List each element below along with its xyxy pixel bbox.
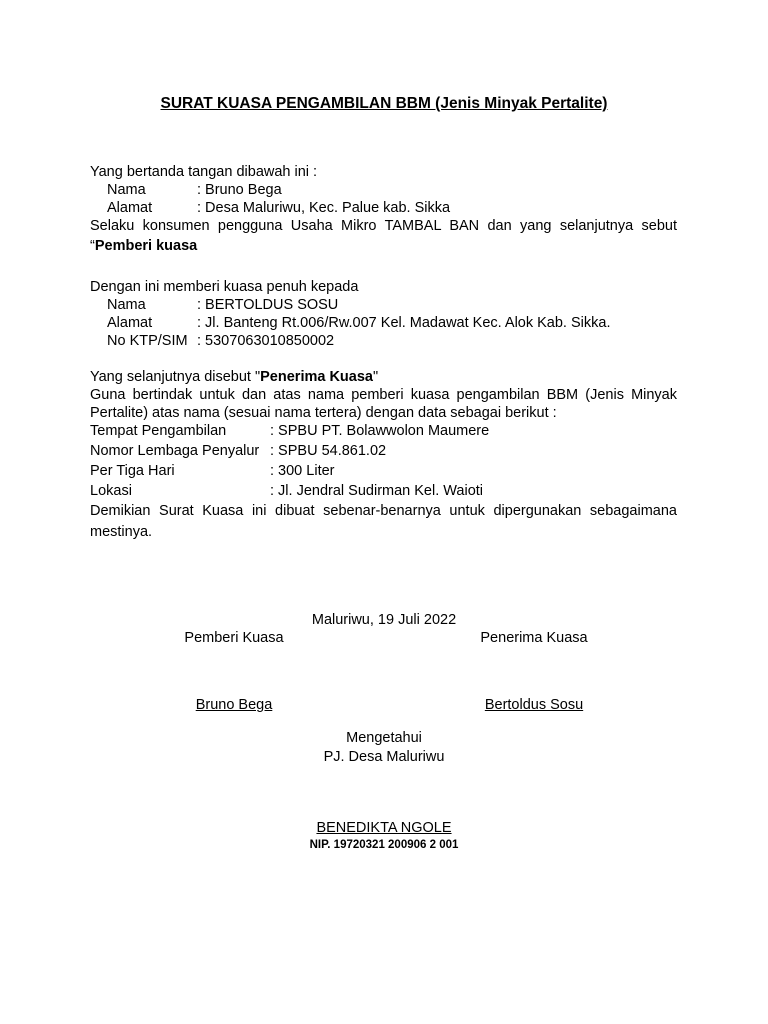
details-section xyxy=(90,368,677,541)
selanjutnya-suffix: " xyxy=(372,369,379,385)
sign-right-title: Penerima Kuasa xyxy=(480,630,588,646)
pemberi-alamat-label: Alamat xyxy=(107,200,153,216)
sign-right-name: Bertoldus Sosu xyxy=(484,697,584,713)
penerima-nama-row xyxy=(90,296,677,314)
selaku-line: Selaku konsumen pengguna Usaha Mikro TAMBAL BAN dan yang selanjutnya sebut xyxy=(90,218,677,234)
penerima-nama-label: Nama xyxy=(107,297,146,313)
penerima-ktp-value: : 5307063010850002 xyxy=(197,333,335,349)
detail-row xyxy=(90,422,677,442)
pemberi-kuasa-line xyxy=(90,237,677,255)
demikian-line-1: Demikian Surat Kuasa ini dibuat sebenar-benarnya untuk dipergunakan sebagaimana xyxy=(90,503,677,519)
detail-value: : 300 Liter xyxy=(270,463,335,479)
pemberi-kuasa-label: Pemberi kuasa xyxy=(94,238,198,254)
dengan-line: Dengan ini memberi kuasa penuh kepada xyxy=(90,279,359,295)
detail-row xyxy=(90,442,677,462)
sign-left-title: Pemberi Kuasa xyxy=(184,630,284,646)
penerima-alamat-row xyxy=(90,314,677,332)
detail-label: Tempat Pengambilan xyxy=(90,423,227,439)
detail-value: : Jl. Jendral Sudirman Kel. Waioti xyxy=(270,483,484,499)
pemberi-section xyxy=(90,163,677,255)
official-name: BENEDIKTA NGOLE xyxy=(316,820,452,836)
pemberi-nama-row xyxy=(90,181,677,199)
detail-value: : SPBU PT. Bolawwolon Maumere xyxy=(270,423,490,439)
pemberi-alamat-value: : Desa Maluriwu, Kec. Palue kab. Sikka xyxy=(197,200,451,216)
pemberi-alamat-row xyxy=(90,199,677,217)
pemberi-nama-value: : Bruno Bega xyxy=(197,182,282,198)
document-title: SURAT KUASA PENGAMBILAN BBM (Jenis Minyak Pertalite) xyxy=(160,95,608,112)
pj-title: PJ. Desa Maluriwu xyxy=(323,749,445,765)
nip-number: NIP. 19720321 200906 2 001 xyxy=(309,839,459,851)
penerima-ktp-row xyxy=(90,332,677,350)
demikian-line-2: mestinya. xyxy=(90,524,153,540)
selanjutnya-line xyxy=(90,368,677,386)
open-quote: “ xyxy=(90,238,95,254)
selanjutnya-prefix: Yang selanjutnya disebut " xyxy=(90,369,261,385)
penerima-ktp-label: No KTP/SIM xyxy=(107,333,188,349)
detail-row xyxy=(90,462,677,482)
penerima-nama-value: : BERTOLDUS SOSU xyxy=(197,297,339,313)
mengetahui-label: Mengetahui xyxy=(346,730,422,746)
sign-left-name: Bruno Bega xyxy=(195,697,273,713)
detail-label: Per Tiga Hari xyxy=(90,463,175,479)
detail-value: : SPBU 54.861.02 xyxy=(270,443,387,459)
place-date: Maluriwu, 19 Juli 2022 xyxy=(311,612,457,628)
detail-row xyxy=(90,482,677,502)
penerima-alamat-label: Alamat xyxy=(107,315,153,331)
detail-label: Nomor Lembaga Penyalur xyxy=(90,443,260,459)
penerima-alamat-value: : Jl. Banteng Rt.006/Rw.007 Kel. Madawat Kec. Alok Kab. Sikka. xyxy=(197,315,611,331)
penerima-kuasa-label: Penerima Kuasa xyxy=(260,369,373,385)
pemberi-nama-label: Nama xyxy=(107,182,146,198)
detail-label: Lokasi xyxy=(90,483,132,499)
penerima-section xyxy=(90,278,677,350)
intro-line: Yang bertanda tangan dibawah ini : xyxy=(90,164,318,180)
guna-line-1: Guna bertindak untuk dan atas nama pemberi kuasa pengambilan BBM (Jenis Minyak xyxy=(90,387,677,403)
guna-line-2: Pertalite) atas nama (sesuai nama tertera) dengan data sebagai berikut : xyxy=(90,405,557,421)
